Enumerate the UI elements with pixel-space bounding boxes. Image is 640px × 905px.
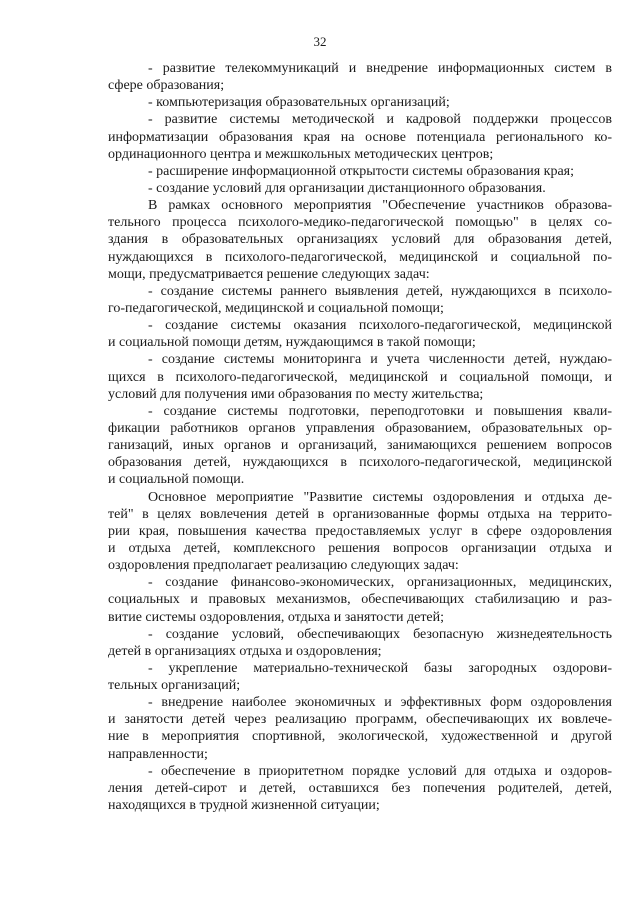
text-line: - обеспечение в приоритетном порядке условий для отдыха и оздоров- [148,763,612,779]
text-line: В рамках основного мероприятия "Обеспечение участников образова- [148,198,612,214]
page-number: 32 [313,34,327,49]
text-line: и социальной помощи. [108,472,245,488]
text-line: - создание системы мониторинга и учета численности детей, нуждаю- [148,352,612,368]
text-line: и занятости детей через реализацию программ, обеспечивающих их вовлече- [108,712,612,728]
text-line: мощи, предусматривается решение следующих задач: [108,266,430,282]
paragraph [108,94,612,111]
text-line: ления детей-сирот и детей, оставшихся без попечения родителей, детей, [108,780,612,796]
text-line: оздоровления предполагает реализацию следующих задач: [108,558,459,574]
text-line: ганизаций, иных органов и организаций, занимающихся решением вопросов [108,438,612,454]
text-line: - укрепление материально-технической базы загородных оздорови- [148,660,612,676]
text-line: ние в мероприятия спортивной, экологической, художественной и другой [108,729,612,745]
text-line: находящихся в трудной жизненной ситуации; [108,798,380,814]
text-line: сфере образования; [108,78,225,94]
text-line: и отдыха детей, комплексного решения вопросов организации отдыха и [108,540,612,556]
text-line: - создание условий, обеспечивающих безопасную жизнедеятельность [148,626,612,642]
paragraph [108,694,612,763]
text-line: - развитие телекоммуникаций и внедрение информационных систем в [148,61,612,76]
text-line: - расширение информационной открытости системы образования края; [148,163,575,179]
paragraph [108,660,612,694]
paragraph [108,574,612,625]
text-line: Основное мероприятие "Развитие системы оздоровления и отдыха де- [148,489,612,505]
paragraph [108,283,612,317]
document-body-text [108,60,612,814]
paragraph [108,197,612,283]
text-line: фикации работников органов управления образованием, образовательных ор- [108,420,612,436]
paragraph [108,60,612,94]
paragraph [108,763,612,814]
paragraph [108,111,612,162]
text-line: тельных организаций; [108,678,241,694]
paragraph [108,163,612,180]
paragraph [108,489,612,575]
text-line: - создание системы оказания психолого-педагогической, медицинской [148,318,612,334]
text-line: - создание финансово-экономических, организационных, медицинских, [148,575,612,591]
text-line: - внедрение наиболее экономичных и эффективных форм оздоровления [148,695,612,711]
paragraph [108,403,612,489]
text-line: - создание системы раннего выявления детей, нуждающихся в психоло- [148,283,612,299]
text-line: - создание условий для организации дистанционного образования. [148,180,546,196]
text-line: - создание системы подготовки, переподготовки и повышения квали- [148,403,612,419]
text-line: витие системы оздоровления, отдыха и занятости детей; [108,609,445,625]
text-line: и социальной помощи детям, нуждающимся в такой помощи; [108,335,476,351]
text-line: здания в образовательных организациях условий для образования детей, [108,232,612,248]
text-line: рии края, повышения качества предоставляемых услуг в сфере оздоровления [108,523,612,539]
text-line: социальных и правовых механизмов, обеспечивающих стабилизацию и раз- [108,592,612,608]
text-line: нуждающихся в психолого-педагогической, медицинской и социальной по- [108,249,612,265]
text-line: направленности; [108,746,208,762]
paragraph [108,180,612,197]
text-line: тей" в целях вовлечения детей в организованные формы отдыха на террито- [108,506,612,522]
text-line: детей в организациях отдыха и оздоровления; [108,643,382,659]
paragraph [108,626,612,660]
text-line: - компьютеризация образовательных организаций; [148,95,450,111]
text-line: - развитие системы методической и кадровой поддержки процессов [148,112,612,128]
text-line: ординационного центра и межшкольных методических центров; [108,146,494,162]
text-line: го-педагогической, медицинской и социальной помощи; [108,300,444,316]
text-line: образования детей, нуждающихся в психолого-педагогической, медицинской [108,455,612,471]
text-line: тельного процесса психолого-медико-педагогической помощью" в целях со- [108,215,612,231]
text-line: условий для получения ими образования по месту жительства; [108,386,484,402]
text-line: щихся в психолого-педагогической, медицинской и социальной помощи, и [108,369,612,385]
text-line: информатизации образования края на основе потенциала регионального ко- [108,129,612,145]
paragraph [108,317,612,351]
paragraph [108,351,612,402]
